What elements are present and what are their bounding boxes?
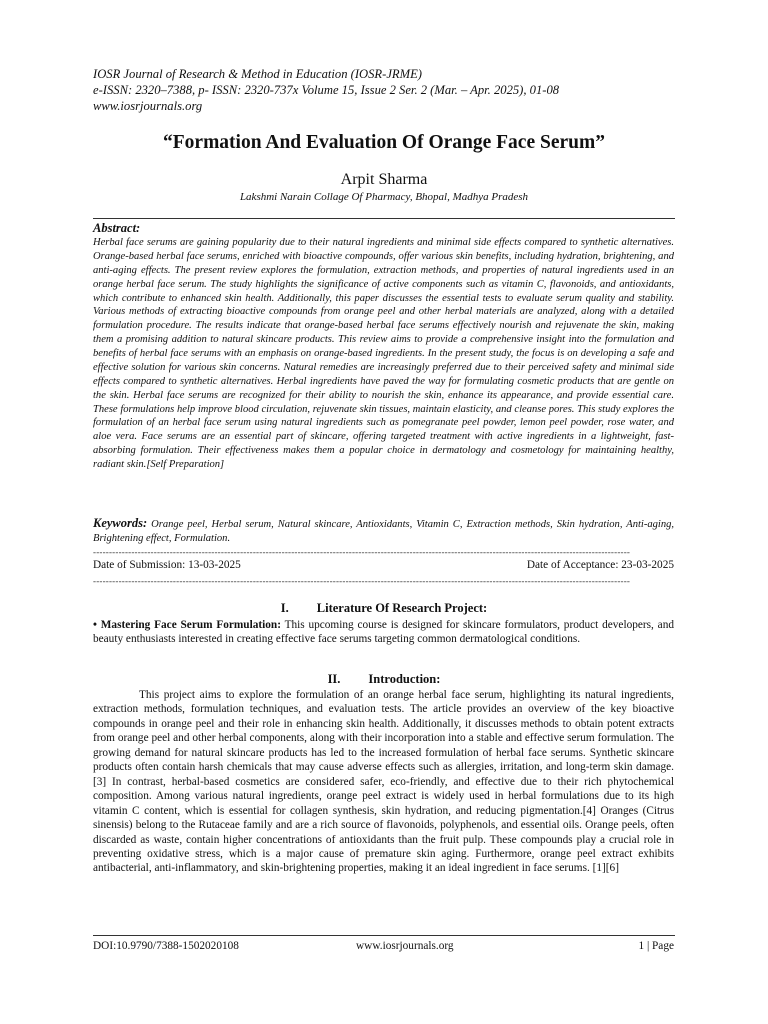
abstract-heading: Abstract: [93, 221, 141, 235]
abstract-top-rule [93, 218, 675, 219]
course-lead: • Mastering Face Serum Formulation: [93, 619, 281, 631]
section-title: Literature Of Research Project: [316, 601, 488, 615]
author-name: Arpit Sharma [340, 171, 428, 188]
journal-website[interactable]: www.iosrjournals.org [93, 99, 203, 113]
literature-paragraph [93, 618, 674, 647]
section-title: Introduction: [368, 672, 441, 686]
submission-date: Date of Submission: 13-03-2025 [93, 559, 241, 571]
keywords-text: Orange peel, Herbal serum, Natural skincare, Antioxidants, Vitamin C, Extraction methods, Skin hydration, Anti-aging, Brightening effect, Formulation. [93, 519, 674, 544]
course-description: This upcoming course is designed for skincare formulators, product developers, and beauty enthusiasts interested in creating effective face serums targeting common dermatological conditions. [93, 619, 674, 646]
footer-page-number: 1 | Page [638, 940, 674, 952]
section-heading-literature [0, 601, 768, 616]
acceptance-date: Date of Acceptance: 23-03-2025 [526, 559, 674, 571]
footer-rule [93, 935, 675, 936]
keywords [93, 516, 674, 546]
journal-issn: e-ISSN: 2320–7388, p- ISSN: 2320-737x Volume 15, Issue 2 Ser. 2 (Mar. – Apr. 2025), 01-08 [93, 83, 560, 97]
introduction-paragraph: This project aims to explore the formulation of an orange herbal face serum, highlighting its natural ingredients, extraction methods, formulation techniques, and evaluation tests. The article provides an overview of the key bioactive compounds in orange peel and their role in enhancing skin health. Additionally, it discusses methods to obtain potent extracts from orange peel and other herbal components, along with their incorporation into a stable and effective serum formulation. The growing demand for natural skincare products has led to the increased formulation of herbal face serums. Synthetic skincare products often contain harsh chemicals that may cause adverse effects such as allergies, irritation, and long-term skin damage.[3] In contrast, herbal-based cosmetics are considered safer, eco-friendly, and effective due to their rich phytochemical composition. Among various natural ingredients, orange peel extract is widely used in herbal formulations due to its high vitamin C content, which is essential for collagen synthesis, skin hydration, and reducing pigmentation.[4] Oranges (Citrus sinensis) belong to the Rutaceae family and are a rich source of flavonoids, polyphenols, and essential oils. Orange peels, often discarded as waste, contain higher concentrations of antioxidants than the fruit pulp. These compounds play a crucial role in preventing oxidative stress, which is a major cause of premature skin aging. Furthermore, orange peel extract exhibits antibacterial, anti-inflammatory, and skin-brightening properties, making it an ideal ingredient in face serums. [1][6] [93, 689, 674, 875]
footer-website[interactable]: www.iosrjournals.org [356, 940, 454, 952]
keywords-label: Keywords: [93, 516, 148, 530]
footer-doi: DOI:10.9790/7388-1502020108 [93, 940, 239, 952]
abstract-text: Herbal face serums are gaining popularity due to their natural ingredients and minimal side effects compared to synthetic alternatives. Orange-based herbal face serums, enriched with bioactive compounds, offer various skin benefits, including hydration, brightening, and anti-aging effects. The present review explores the formulation, extraction methods, and properties of natural ingredients used in an orange herbal face serum. The study highlights the significance of active components such as vitamin C, flavonoids, and antioxidants, which contribute to enhanced skin health. Additionally, this paper discusses the essential tests to evaluate serum quality and stability. Various methods of extracting bioactive compounds from orange peel and other herbal materials are analyzed, along with a detailed formulation procedure. The results indicate that orange-based herbal face serums effectively nourish and rejuvenate the skin, making them a promising addition to natural skincare products. This review aims to provide a comprehensive insight into the formulation and benefits of herbal face serums with an emphasis on orange-based ingredients. In the present study, the focus is on developing a safe and effective solution for various skin concerns. Natural remedies are increasingly preferred due to their perceived safety and minimal side effects compared to synthetic alternatives. Herbal ingredients have paved the way for formulating cosmetic products that are gentle on the skin. Herbal face serums are recognized for their ability to nourish the skin, enhance its appearance, and provide essential care. These formulations help improve blood circulation, rejuvenate skin tissues, maintain elasticity, and cleanse pores. This study explores the formulation of an herbal face serum using natural ingredients such as pomegranate peel powder, lemon peel powder, rose water, and aloe vera. Face serums are an essential part of skincare, offering targeted treatment with active ingredients in a lightweight, fast-absorbing formulation. Their effectiveness makes them a popular choice in dermatology and cosmetology for maintaining healthy, radiant skin.[Self Preparation] [93, 237, 674, 470]
paper-title: “Formation And Evaluation Of Orange Face Serum” [163, 132, 605, 153]
separator-line-bottom: ------------------------------------------------------------------------------------------------------------------------------------------------------------------------ [93, 576, 631, 586]
section-number: II. [327, 672, 341, 686]
journal-header [93, 66, 559, 114]
author-affiliation: Lakshmi Narain Collage Of Pharmacy, Bhopal, Madhya Pradesh [239, 191, 529, 203]
journal-name: IOSR Journal of Research & Method in Education (IOSR-JRME) [93, 67, 422, 81]
section-heading-introduction [0, 672, 768, 687]
separator-line-top: ------------------------------------------------------------------------------------------------------------------------------------------------------------------------ [93, 547, 631, 557]
section-number: I. [280, 601, 289, 615]
